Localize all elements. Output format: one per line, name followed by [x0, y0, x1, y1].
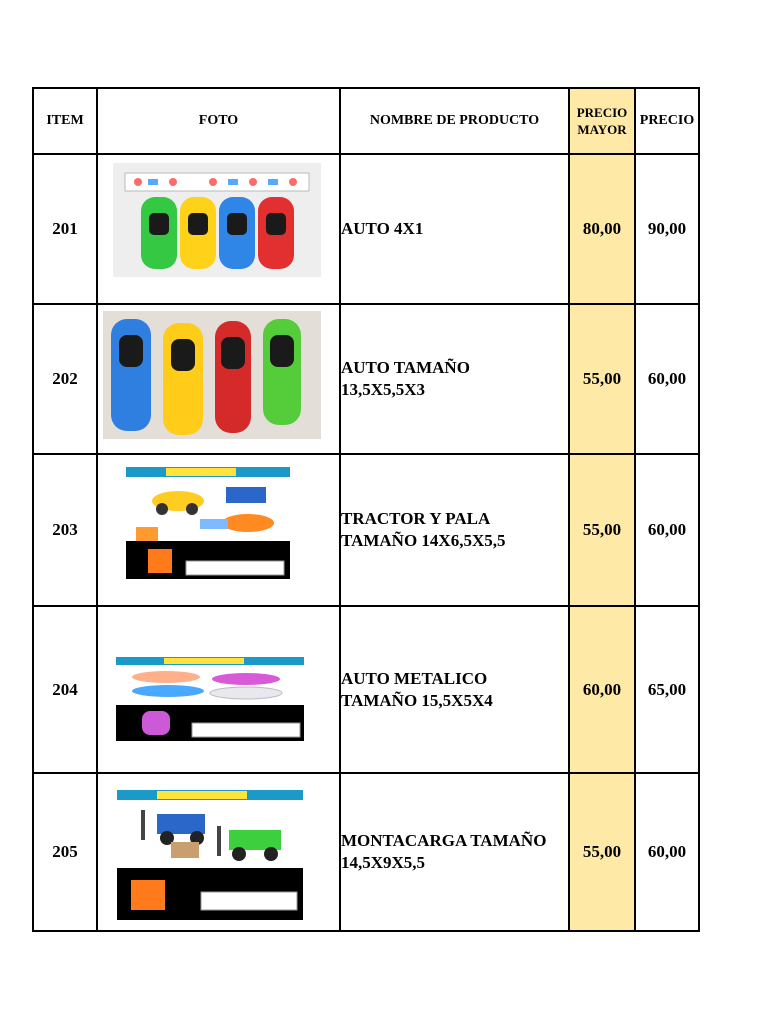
- precio-mayor-value: 60,00: [569, 606, 635, 773]
- product-image-auto-metalico: [116, 657, 304, 741]
- precio-mayor-value: 80,00: [569, 154, 635, 304]
- product-name-line2: 13,5X5,5X3: [341, 380, 426, 399]
- table-row: [33, 304, 699, 454]
- header-precio-mayor-line1: PRECIO: [576, 105, 628, 120]
- table-row: [33, 773, 699, 931]
- product-photo: [97, 304, 340, 454]
- precio-value: 65,00: [635, 606, 699, 773]
- table-row: [33, 154, 699, 304]
- header-precio-mayor-line2: MAYOR: [577, 122, 627, 137]
- precio-value: 60,00: [635, 454, 699, 606]
- product-photo: [97, 606, 340, 773]
- product-name: [340, 454, 569, 606]
- product-name: [340, 773, 569, 931]
- precio-value: 60,00: [635, 304, 699, 454]
- precio-mayor-value: 55,00: [569, 454, 635, 606]
- product-image-cars-4x1: [113, 163, 321, 277]
- product-name: [340, 304, 569, 454]
- product-image-cars-tamano: [103, 311, 321, 439]
- product-name: [340, 606, 569, 773]
- header-precio-mayor: [569, 88, 635, 154]
- product-table: [32, 87, 700, 932]
- item-number: 201: [33, 154, 97, 304]
- table-row: [33, 454, 699, 606]
- header-foto: FOTO: [97, 88, 340, 154]
- precio-value: 60,00: [635, 773, 699, 931]
- header-nombre: NOMBRE DE PRODUCTO: [340, 88, 569, 154]
- table-row: [33, 606, 699, 773]
- item-number: 203: [33, 454, 97, 606]
- product-photo: [97, 454, 340, 606]
- item-number: 204: [33, 606, 97, 773]
- product-name-line2: TAMAÑO 14X6,5X5,5: [341, 531, 506, 550]
- product-photo: [97, 773, 340, 931]
- item-number: 205: [33, 773, 97, 931]
- product-name-line2: TAMAÑO 15,5X5X4: [341, 690, 493, 710]
- product-name-line2: 14,5X9X5,5: [341, 853, 426, 872]
- header-item: ITEM: [33, 88, 97, 154]
- precio-mayor-value: 55,00: [569, 304, 635, 454]
- product-name: [340, 154, 569, 304]
- precio-value: 90,00: [635, 154, 699, 304]
- product-name-line1: AUTO METALICO: [341, 668, 488, 688]
- table-header-row: [33, 88, 699, 154]
- product-photo: [97, 154, 340, 304]
- product-name-line1: TRACTOR Y PALA: [341, 509, 491, 528]
- header-precio: PRECIO: [635, 88, 699, 154]
- product-image-tractor-pala: [126, 467, 290, 579]
- product-name-line1: AUTO 4X1: [341, 219, 424, 238]
- product-image-montacarga: [117, 790, 303, 920]
- item-number: 202: [33, 304, 97, 454]
- product-name-line1: MONTACARGA TAMAÑO: [341, 831, 547, 850]
- precio-mayor-value: 55,00: [569, 773, 635, 931]
- product-name-line1: AUTO TAMAÑO: [341, 358, 470, 377]
